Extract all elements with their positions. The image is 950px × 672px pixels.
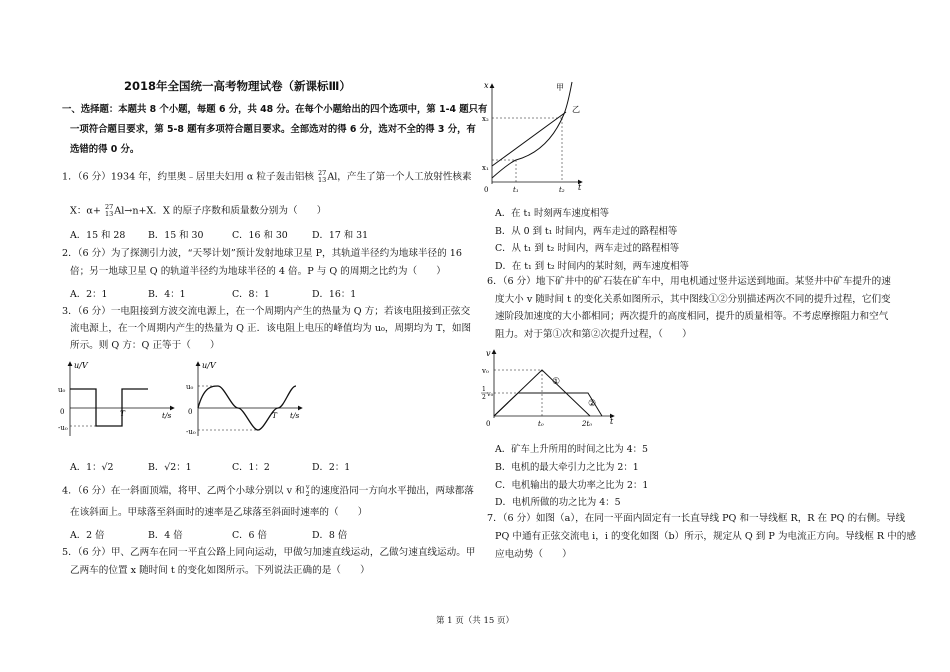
q7-line2: PQ 中通有正弦交流电 i，i 的变化如图（b）所示，规定从 Q 到 P 为电流正方向。导线框 R 中的感 <box>495 531 916 542</box>
xt-t2-label: t₂ <box>559 186 565 194</box>
sine-wave-graph <box>186 356 312 438</box>
q2-option-d[interactable]: D．16：1 <box>312 289 357 300</box>
vt-v-label: v <box>486 349 491 358</box>
q2-option-b[interactable]: B．4：1 <box>148 289 186 300</box>
xt-t1-label: t₁ <box>513 186 519 194</box>
position-time-graph <box>480 78 590 198</box>
sin-neg-u0-label: -u₀ <box>186 428 196 436</box>
circle-1-label: ① <box>552 377 561 387</box>
q1-option-d[interactable]: D．17 和 31 <box>312 230 369 241</box>
q4-line1b-text: 的速度沿同一方向水平抛出，两球都落 <box>310 485 474 497</box>
q4-line1 <box>62 484 474 498</box>
velocity-time-graph <box>480 346 620 432</box>
q5-option-c[interactable]: C．从 t₁ 到 t₂ 时间内，两车走过的路程相等 <box>495 243 680 254</box>
fraction-numerator: v <box>305 483 310 491</box>
xt-x1-label: x₁ <box>482 164 489 172</box>
sin-u0-label: u₀ <box>186 383 194 391</box>
sin-y-label: u/V <box>202 361 216 370</box>
page-title: 2018年全国统一高考物理试卷（新课标Ⅲ） <box>124 79 351 93</box>
xt-x2-label: x₂ <box>482 115 489 123</box>
q1-line2 <box>70 204 326 218</box>
jia-label: 甲 <box>556 83 564 92</box>
q6-option-b[interactable]: B．电机的最大牵引力之比为 2：1 <box>495 462 639 473</box>
square-wave-graph <box>58 356 184 438</box>
q3-option-c[interactable]: C．1：2 <box>232 462 270 473</box>
vt-half-v0: v₀ <box>487 390 494 398</box>
q5-option-d[interactable]: D．在 t₁ 到 t₂ 时间内的某时刻，两车速度相等 <box>495 261 689 272</box>
vt-v0-label: v₀ <box>482 367 489 375</box>
q3-line2: 流电源上，在一个周期内产生的热量为 Q 正．该电阻上电压的峰值均为 u₀，周期均为 T，如图 <box>70 323 472 334</box>
q1-line1b-text: Al，产生了第一个人工放射性核素 <box>327 171 472 183</box>
vt-t0-label: t₀ <box>538 420 544 428</box>
q2-option-c[interactable]: C．8：1 <box>232 289 270 300</box>
q6-option-d[interactable]: D．电机所做的功之比为 4：5 <box>495 497 621 508</box>
sq-x-label: t/s <box>162 411 172 420</box>
q4-option-c[interactable]: C．6 倍 <box>232 530 267 541</box>
v-over-2-fraction <box>306 484 310 498</box>
q3-option-b[interactable]: B．√2：1 <box>148 462 192 473</box>
square-wave-line <box>70 389 148 426</box>
q6-line1: 6．（6 分）地下矿井中的矿石装在矿车中，用电机通过竖井运送到地面。某竖井中矿车提升的速 <box>487 276 891 287</box>
q4-option-b[interactable]: B．4 倍 <box>148 530 183 541</box>
fraction-denominator: 2 <box>305 490 310 498</box>
al-mass-number: 27 <box>318 169 327 177</box>
q2-line2: 倍；另一地球卫星 Q 的轨道半径约为地球半径的 4 倍。P 与 Q 的周期之比约为（ ） <box>70 266 446 277</box>
sq-neg-u0-label: -u₀ <box>58 424 68 432</box>
q4-option-d[interactable]: D．8 倍 <box>312 530 348 541</box>
vt-t-label: t <box>610 417 614 426</box>
q2-line1: 2．（6 分）为了探测引力波，“天琴计划”预计发射地球卫星 P，其轨道半径约为地球半径的 16 <box>62 248 462 259</box>
q6-line3: 速阶段加速度的大小都相同；两次提升的高度相同，提升的质量相等。不考虑摩擦阻力和空气 <box>495 311 889 322</box>
q5-line2: 乙两车的位置 x 随时间 t 的变化如图所示。下列说法正确的是（ ） <box>70 565 370 576</box>
q6-option-c[interactable]: C．电机输出的最大功率之比为 2：1 <box>495 480 649 491</box>
q1-line1 <box>62 170 472 184</box>
al-isotope <box>318 170 326 184</box>
vt-2t0-label: 2t₀ <box>582 420 593 428</box>
sq-T-label: T <box>120 409 126 418</box>
page-footer: 第 1 页（共 15 页） <box>435 616 515 626</box>
q5-line1: 5．（6 分）甲、乙两车在同一平直公路上同向运动，甲做匀加速直线运动，乙做匀速直线运动。甲 <box>62 547 476 558</box>
q4-line1a-text: 4．（6 分）在一斜面顶端，将甲、乙两个小球分别以 v 和 <box>62 485 305 497</box>
circle-2-label: ② <box>588 399 597 409</box>
vt-half-num: 1 <box>482 386 486 393</box>
q6-option-a[interactable]: A．矿车上升所用的时间之比为 4：5 <box>495 444 648 455</box>
q5-option-b[interactable]: B．从 0 到 t₁ 时间内，两车走过的路程相等 <box>495 226 678 237</box>
sq-zero-label: 0 <box>60 408 65 416</box>
xt-zero-label: 0 <box>484 186 489 194</box>
al-atomic-number: 13 <box>318 176 327 184</box>
q1-line2b-text: Al→n+X．X 的原子序数和质量数分别为（ ） <box>114 205 327 217</box>
q6-line2: 度大小 v 随时间 t 的变化关系如图所示，其中图线①②分别描述两次不同的提升过程，它们变 <box>495 294 891 305</box>
sin-zero-label: 0 <box>188 408 193 416</box>
q2-option-a[interactable]: A．2：1 <box>70 289 108 300</box>
section-header-line2: 一项符合题目要求，第 5-8 题有多项符合题目要求。全部选对的得 6 分，选对不全的得 3 分，有 <box>70 124 476 135</box>
q1-line1-text: 1．（6 分）1934 年，约里奥﹣居里夫妇用 α 粒子轰击铝核 <box>62 171 314 183</box>
q7-line3: 应电动势（ ） <box>495 549 572 560</box>
q1-option-a[interactable]: A．15 和 28 <box>70 230 126 241</box>
sin-x-label: t/s <box>290 411 300 420</box>
q6-line4: 阻力。对于第①次和第②次提升过程，（ ） <box>495 329 692 340</box>
al-atomic-number-2: 13 <box>105 210 114 218</box>
q3-line1: 3．（6 分）一电阻接到方波交流电源上，在一个周期内产生的热量为 Q 方；若该电阻接到正弦交 <box>62 306 471 317</box>
section-header-line1: 一、选择题：本题共 8 个小题，每题 6 分，共 48 分。在每个小题给出的四个选项中，第 1-4 题只有 <box>62 104 488 115</box>
sq-y-label: u/V <box>74 361 88 370</box>
yi-line <box>492 112 566 166</box>
yi-label: 乙 <box>572 105 580 114</box>
q3-option-a[interactable]: A．1：√2 <box>70 462 114 473</box>
q3-line3: 所示。则 Q 方：Q 正等于（ ） <box>70 340 220 351</box>
al-isotope-2 <box>105 204 113 218</box>
al-mass-number-2: 27 <box>105 203 114 211</box>
q1-option-c[interactable]: C．16 和 30 <box>232 230 288 241</box>
q4-option-a[interactable]: A．2 倍 <box>70 530 105 541</box>
vt-half-den: 2 <box>482 394 486 401</box>
q1-option-b[interactable]: B．15 和 30 <box>148 230 204 241</box>
q5-option-a[interactable]: A．在 t₁ 时刻两车速度相等 <box>495 208 610 219</box>
sq-u0-label: u₀ <box>58 386 66 394</box>
section-header-line3: 选错的得 0 分。 <box>70 144 140 155</box>
q3-option-d[interactable]: D．2：1 <box>312 462 351 473</box>
q4-line2: 在该斜面上。甲球落至斜面时的速率是乙球落至斜面时速率的（ ） <box>70 507 368 518</box>
xt-x-label: x <box>484 81 489 90</box>
q1-line2a-text: X：α+ <box>70 205 101 217</box>
q7-line1: 7．（6 分）如图（a），在同一平面内固定有一长直导线 PQ 和一导线框 R，R 在 PQ 的右侧。导线 <box>487 513 906 524</box>
sin-T-label: T <box>272 411 278 420</box>
xt-t-label: t <box>578 183 582 192</box>
vt-zero-label: 0 <box>486 420 491 428</box>
jia-curve <box>492 82 572 178</box>
